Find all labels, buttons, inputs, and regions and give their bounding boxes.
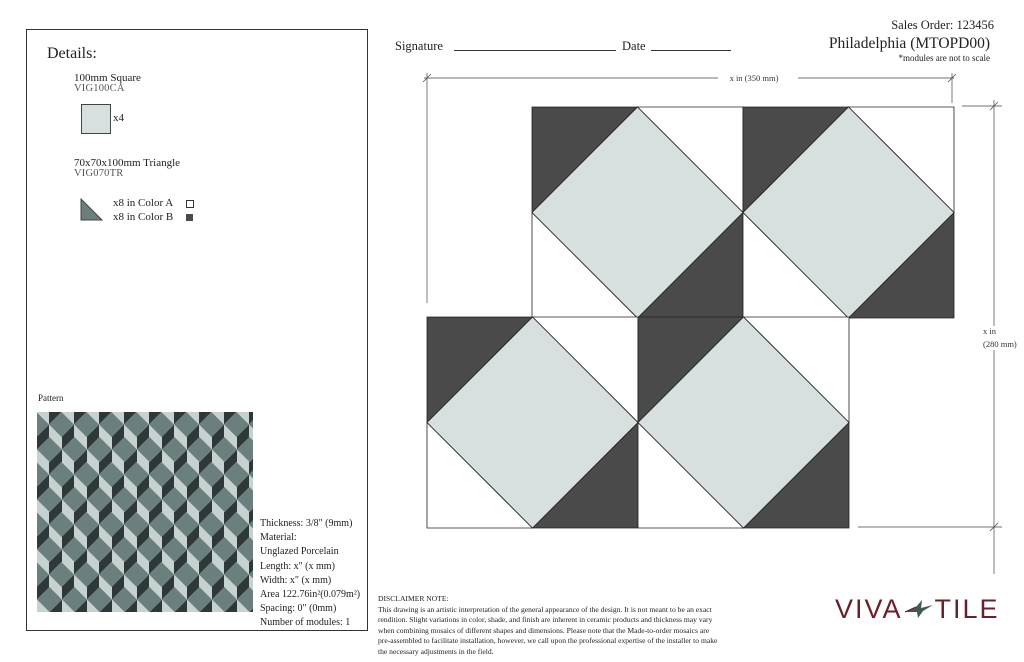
height-mm-label: (280 mm) — [983, 339, 1017, 349]
pattern-label: Pattern — [38, 393, 64, 403]
square-name: 100mm Square — [74, 72, 141, 84]
scale-note: *modules are not to scale — [898, 53, 990, 63]
specs-block — [260, 517, 360, 631]
page-title: Philadelphia (MTOPD00) — [828, 35, 990, 52]
disclaimer — [378, 594, 717, 658]
spec-material-label: Material: — [260, 532, 297, 544]
square-swatch — [81, 104, 111, 134]
spec-thickness: Thickness: 3/8" (9mm) — [260, 518, 353, 529]
height-label: x in — [983, 326, 996, 336]
spec-spacing: Spacing: 0" (0mm) — [260, 603, 337, 615]
logo-text-left: VIVA — [835, 594, 903, 624]
triangle-code: VIG070TR — [74, 168, 124, 179]
triangle-name: 70x70x100mm Triangle — [74, 157, 181, 169]
tile-modules — [427, 107, 954, 528]
pattern-preview — [37, 412, 253, 612]
color-b-indicator — [186, 214, 193, 221]
disclaimer-line-5: the necessary adjustments in the field. — [378, 646, 494, 656]
logo-text-right: TILE — [934, 594, 1000, 624]
date-line[interactable] — [651, 50, 731, 51]
viva-tile-logo — [835, 594, 1000, 625]
disclaimer-line-1: This drawing is an artistic interpretation of the general appearance of the design. It is not meant to be an exact — [378, 604, 712, 614]
spec-material: Unglazed Porcelain — [260, 546, 339, 558]
sales-order: Sales Order: 123456 — [891, 18, 994, 32]
hummingbird-icon — [904, 598, 934, 620]
triangle-qty-b: x8 in Color B — [113, 211, 174, 223]
disclaimer-line-3: when combining mosaics of different shapes and dimensions. Please note that the Made-to-order mosaics are — [378, 625, 710, 635]
color-a-indicator — [186, 200, 194, 208]
spec-length: Length: x" (x mm) — [260, 560, 335, 572]
date-label: Date — [622, 39, 646, 53]
mosaic-drawing — [410, 70, 1024, 580]
triangle-qty-a: x8 in Color A — [113, 197, 174, 209]
details-heading: Details: — [47, 45, 97, 62]
disclaimer-line-4: pre-assembled to facilitate installation, however, we call upon the professional expertise of the installer to make — [378, 636, 718, 646]
square-code: VIG100CA — [74, 83, 125, 94]
signature-line[interactable] — [454, 50, 616, 51]
signature-label: Signature — [395, 39, 443, 53]
spec-area: Area 122.76in²(0.079m²) — [260, 589, 361, 601]
spec-modules: Number of modules: 1 — [260, 617, 351, 629]
square-qty: x4 — [113, 112, 124, 124]
disclaimer-title: DISCLAIMER NOTE: — [378, 594, 449, 603]
disclaimer-line-2: rendition. Slight variations in color, shade, and finish are inherent in ceramic products and thickness may vary — [378, 615, 713, 625]
width-label: x in (350 mm) — [729, 73, 779, 83]
spec-width: Width: x" (x mm) — [260, 574, 332, 586]
triangle-swatch — [80, 198, 104, 222]
